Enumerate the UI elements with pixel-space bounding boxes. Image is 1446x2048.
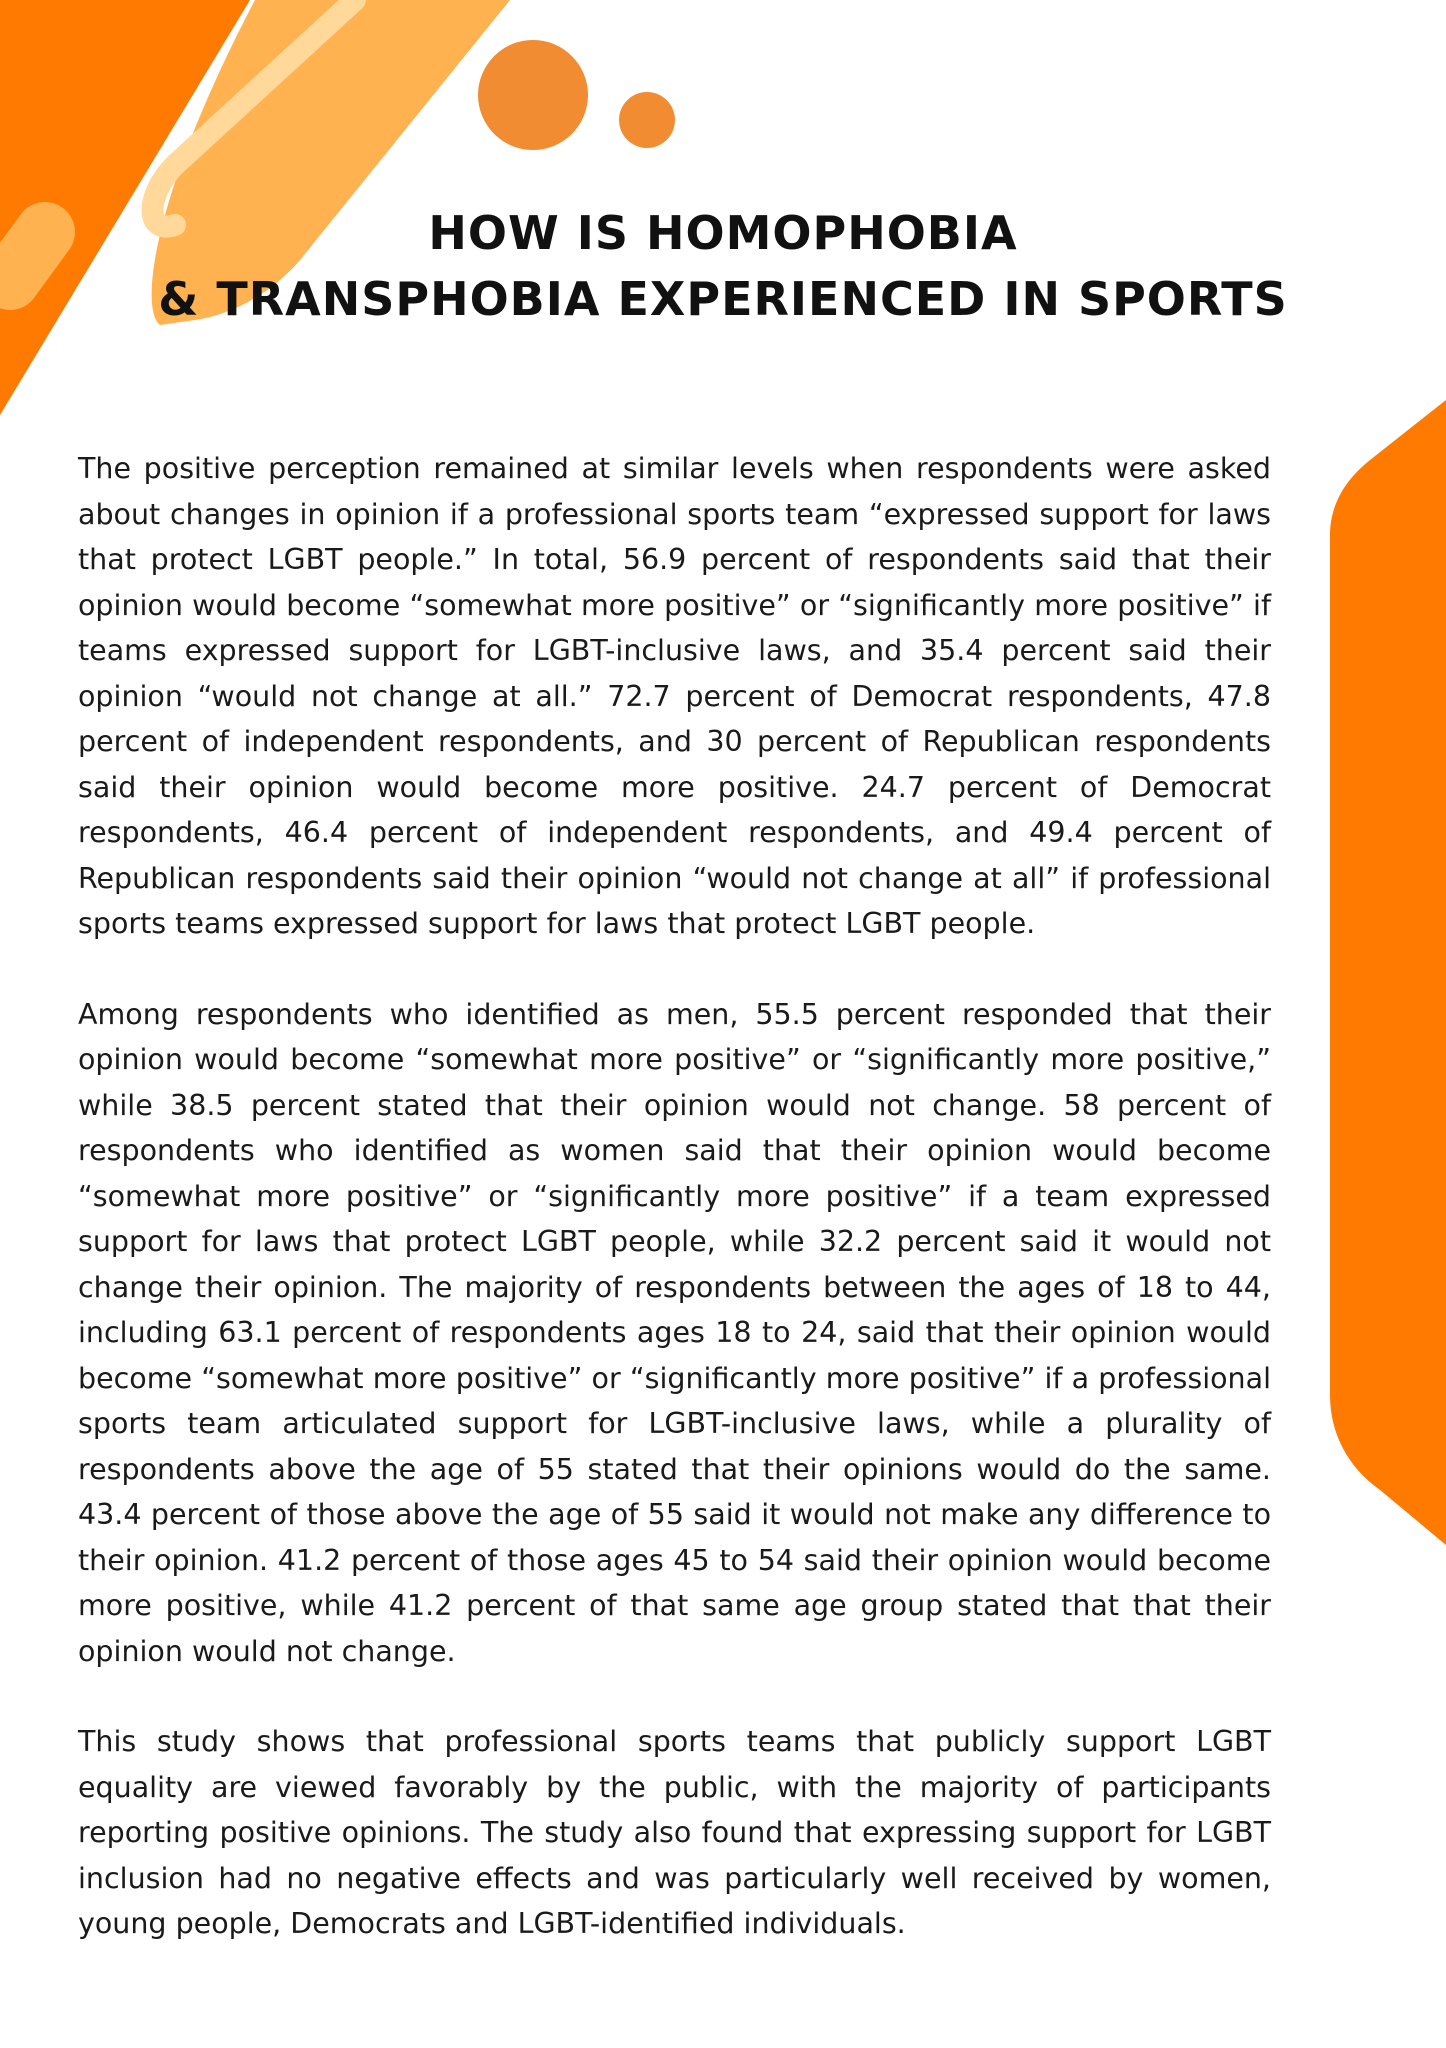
page-title xyxy=(0,200,1446,332)
title-line-2: & TRANSPHOBIA EXPERIENCED IN SPORTS xyxy=(158,272,1288,326)
paragraph-2: Among respondents who identified as men, 55.5 percent responded that their opinion would become “somewhat more positive” or “significantly more positive,” while 38.5 percent stated that their opinion would not change. 58 percent of respondents who identified as women said that their opinion would become “somewhat more positive” or “significantly more positive” if a team expressed support for laws that protect LGBT people, while 32.2 percent said it would not change their opinion. The majority of respondents between the ages of 18 to 44, including 63.1 percent of respondents ages 18 to 24, said that their opinion would become “somewhat more positive” or “significantly more positive” if a professional sports team articulated support for LGBT-inclusive laws, while a plurality of respondents above the age of 55 stated that their opinions would do the same. 43.4 percent of those above the age of 55 said it would not make any difference to their opinion. 41.2 percent of those ages 45 to 54 said their opinion would become more positive, while 41.2 percent of that same age group stated that that their opinion would not change. xyxy=(78,997,1271,1668)
small-orange-circle xyxy=(619,92,675,148)
paragraph-3: This study shows that professional sports teams that publicly support LGBT equality are viewed favorably by the public, with the majority of participants reporting positive opinions. The study also found that expressing support for LGBT inclusion had no negative effects and was particularly well received by women, young people, Democrats and LGBT-identified individuals. xyxy=(78,1725,1271,1940)
title-line-1: HOW IS HOMOPHOBIA xyxy=(428,206,1018,260)
large-orange-circle xyxy=(478,40,588,150)
body-text xyxy=(78,446,1271,1992)
right-orange-tab xyxy=(1330,400,1446,1545)
paragraph-1: The positive perception remained at similar levels when respondents were asked about changes in opinion if a professional sports team “expressed support for laws that protect LGBT people.” In total, 56.9 percent of respondents said that their opinion would become “somewhat more positive” or “significantly more positive” if teams expressed support for LGBT-inclusive laws, and 35.4 percent said their opinion “would not change at all.” 72.7 percent of Democrat respondents, 47.8 percent of independent respondents, and 30 percent of Republican respondents said their opinion would become more positive. 24.7 percent of Democrat respondents, 46.4 percent of independent respondents, and 49.4 percent of Republican respondents said their opinion “would not change at all” if professional sports teams expressed support for laws that protect LGBT people. xyxy=(78,452,1271,940)
